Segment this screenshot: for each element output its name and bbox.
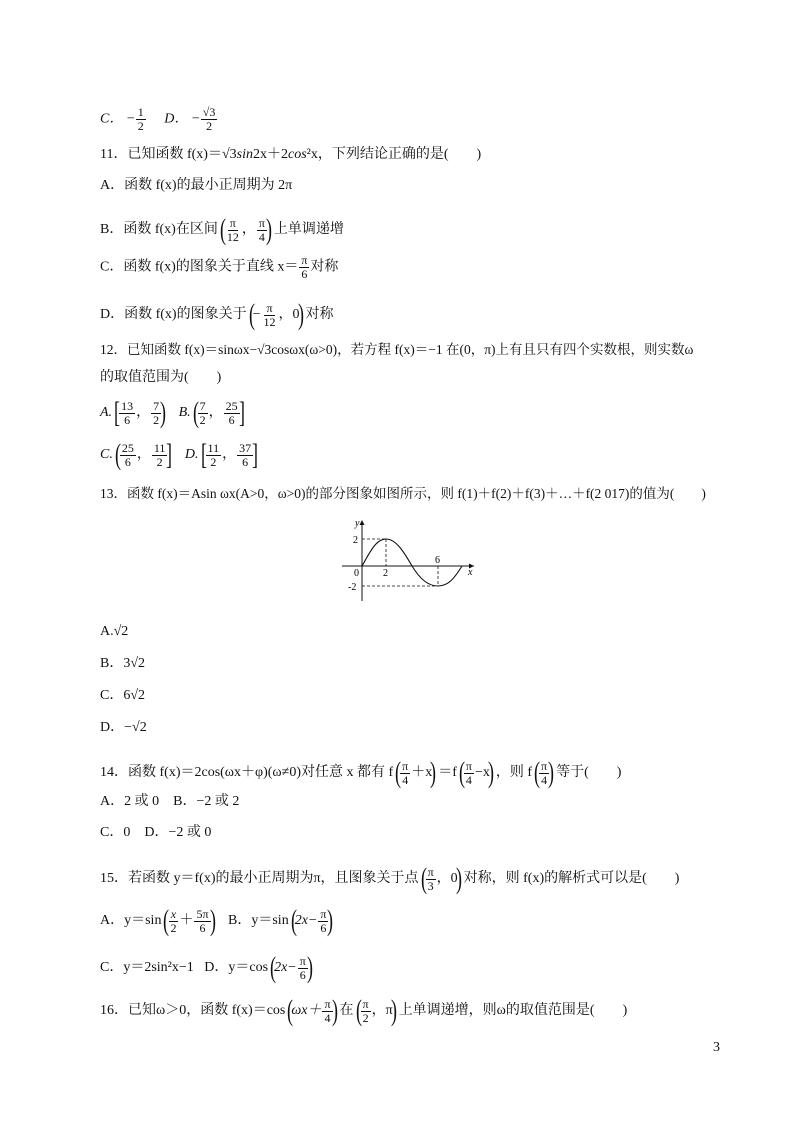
q12-options-ab: A. [ $\frac{13}{6}$ ， $\frac{7}{2}$ ) B. ( $\frac{7}{2}$ ， $\frac{25}{6}$ ]	[100, 396, 245, 429]
tick-origin: 0	[354, 568, 359, 579]
q13-stem: 13．函数 f(x)＝Asin ωx(A>0，ω>0)的部分图象如图所示，则 f(1)＋f(2)＋f(3)＋…＋f(2 017)的值为( )	[100, 486, 706, 501]
q12-stem-line1: 12．已知函数 f(x)＝sinωx−√3cosωx(ω>0)，若方程 f(x)＝−1 在(0，π)上有且只有四个实数根，则实数ω	[100, 342, 694, 357]
x-label: x	[468, 567, 473, 578]
q13-option-b: B．3√2	[100, 656, 146, 671]
q10-d-label: D．	[164, 111, 189, 127]
q10-options	[100, 106, 218, 133]
y-axis-arrow	[360, 520, 365, 525]
q11-option-a: A．函数 f(x)的最小正周期为 2π	[100, 178, 293, 193]
q10-c-label: C．	[100, 111, 124, 127]
tick-y-2: 2	[353, 535, 358, 546]
q11-stem: 11．已知函数 f(x)＝√3sin2x＋2cos²x，下列结论正确的是( )	[100, 147, 482, 162]
q15-options-ab: A．y＝sin ( $\frac{x}{2}$ ＋ $\frac{5\pi}{6}$ ) B．y＝sin ( 2x− $\frac{\pi}{6}$ )	[100, 904, 334, 937]
tick-x-2: 2	[383, 568, 388, 579]
q15-options-cd: C．y＝2sin²x−1 D．y＝cos ( 2x− $\frac{\pi}{6}$ )	[100, 951, 313, 984]
q14-options-ab: A．2 或 0 B．−2 或 2	[100, 794, 240, 809]
q13-sine-graph	[338, 515, 478, 603]
q14-options-cd: C．0 D．−2 或 0	[100, 825, 212, 840]
q15-stem: 15．若函数 y＝f(x)的最小正周期为π，且图象关于点 ( $\frac{\pi}{3}$ ，0 ) 对称，则 f(x)的解析式可以是( )	[100, 862, 680, 895]
y-label: y	[355, 518, 360, 529]
q10-d-minus: −	[191, 111, 200, 127]
q16-stem: 16．已知ω＞0，函数 f(x)＝cos ( ωx＋ $\frac{\pi}{4}$ ) 在 ( $\frac{\pi}{2}$ ，π ) 上单调递增，则ω的取值范围是( )	[100, 994, 628, 1027]
q10-c-minus: −	[126, 111, 135, 127]
q11-option-d: D．函数 f(x)的图象关于 ( − $\frac{\pi}{12}$ ，0 ) 对称	[100, 298, 334, 331]
q12-options-cd: C. ( $\frac{25}{6}$ ， $\frac{11}{2}$ ] D. [ $\frac{11}{2}$ ， $\frac{37}{6}$ ]	[100, 438, 259, 471]
tick-x-6: 6	[435, 555, 440, 566]
q11-option-b: B．函数 f(x)在区间 ( $\frac{\pi}{12}$ ， $\frac{\pi}{4}$ ) 上单调递增	[100, 213, 344, 246]
q10-c-frac: $\frac{1}{2}$	[137, 105, 144, 133]
page-number: 3	[713, 1040, 720, 1055]
q10-d-frac: $\frac{√3}{2}$	[202, 105, 216, 133]
q13-option-a: A.√2	[100, 624, 129, 639]
q13-option-c: C．6√2	[100, 688, 146, 703]
tick-y-m2: -2	[348, 582, 357, 593]
q11-option-c: C．函数 f(x)的图象关于直线 x＝ $\frac{\pi}{6}$ 对称	[100, 253, 339, 281]
q14-stem: 14．函数 f(x)＝2cos(ωx＋φ)(ω≠0)对任意 x 都有 f ( $\frac{\pi}{4}$ ＋x ) ＝f ( $\frac{\pi}{4}$ −x ) ，则 f ( $\frac{\pi}{4}$ ) 等于( )	[100, 756, 622, 789]
q12-stem-line2: 的取值范围为( )	[100, 370, 222, 385]
q13-option-d: D．−√2	[100, 720, 147, 735]
sine-curve	[362, 539, 462, 586]
